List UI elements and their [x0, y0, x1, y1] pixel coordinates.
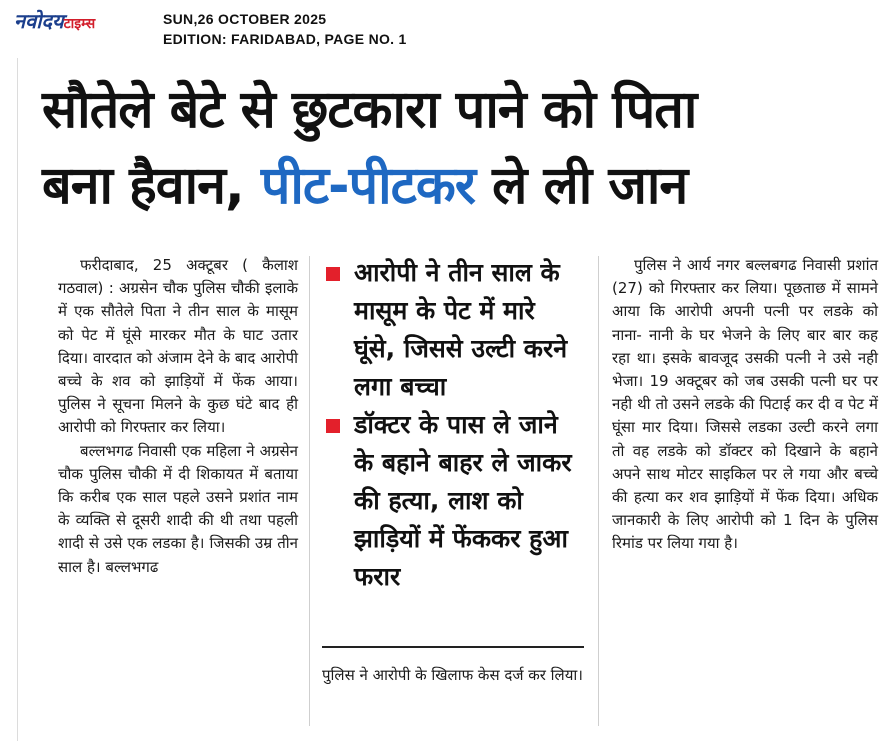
red-square-bullet-icon [326, 419, 340, 433]
highlights-box [322, 254, 584, 596]
logo-text-times: टाइम्स [63, 16, 96, 32]
clipping-edge-line [17, 58, 18, 741]
logo-text-navoday: नवोदय [14, 9, 64, 33]
article-paragraph: फरीदाबाद, 25 अक्टूबर ( कैलाश गठवाल) : अग्रसेन चौक पुलिस चौकी इलाके में एक सौतेले पिता ने तीन साल के मासूम को पेट में घूंसे मारकर मौत के घाट उतार दिया। वारदात को अंजाम देने के बाद आरोपी बच्चे के शव को झाड़ियों में फेंक आया। पुलिस ने सूचना मिलने के कुछ घंटे बाद ही आरोपी को गिरफ्तार कर लिया। [58, 256, 298, 437]
article-paragraph: पुलिस ने आर्य नगर बल्लबगढ निवासी प्रशांत (27) को गिरफ्तार कर लिया। पूछताछ में सामने आया कि आरोपी अपनी पत्नी पर लडके को नाना- नानी के घर भेजने के लिए बार बार कह रहा था। इसके बावजूद उसकी पत्नी ने उसे नही भेजा। 19 अक्टूबर को जब उसकी पत्नी घर पर नही थी तो उसने लडके की पिटाई कर दी व पेट में घूंसा मार दिया। जिससे लडका उल्टी करने लगा तो वह लडके को डॉक्टर को दिखाने के बहाने अपने साथ मोटर साइकिल पर ले गया और बच्चे की हत्या कर शव झाड़ियों में फेंक दिया। अधिक जानकारी के लिए आरोपी को 1 दिन के पुलिस रिमांड पर लिया गया है। [612, 256, 878, 553]
highlight-text: डॉक्टर के पास ले जाने के बहाने बाहर ले जाकर की हत्या, लाश को झाड़ियों में फेंककर हुआ फरार [354, 410, 572, 591]
column-divider [309, 256, 310, 726]
article-paragraph: पुलिस ने आरोपी के खिलाफ केस दर्ज कर लिया। [322, 666, 583, 684]
highlight-text: आरोपी ने तीन साल के मासूम के पेट में मारे घूंसे, जिससे उल्टी करने लगा बच्चा [354, 258, 568, 401]
headline-line-2 [42, 148, 882, 224]
newspaper-logo[interactable] [14, 9, 95, 36]
headline-line-2-prefix: बना हैवान, [42, 156, 261, 216]
highlights-separator [322, 646, 584, 648]
highlight-item [322, 254, 584, 406]
column-divider [598, 256, 599, 726]
headline-line-1: सौतेले बेटे से छुटकारा पाने को पिता [42, 80, 697, 140]
red-square-bullet-icon [326, 267, 340, 281]
article-column-3 [612, 254, 878, 556]
headline-highlight: पीट-पीटकर [260, 156, 476, 216]
publication-date: SUN,26 OCTOBER 2025 [163, 11, 327, 27]
article-column-1 [58, 254, 298, 579]
highlight-item [322, 406, 584, 596]
headline-line-2-suffix: ले ली जान [475, 156, 688, 216]
edition-info: EDITION: FARIDABAD, PAGE NO. 1 [163, 31, 407, 47]
edition-meta [163, 9, 407, 49]
article-column-2 [322, 664, 584, 687]
headline [42, 72, 882, 224]
newspaper-clipping [0, 58, 892, 741]
article-paragraph: बल्लभगढ निवासी एक महिला ने अग्रसेन चौक पुलिस चौकी में दी शिकायत में बताया कि करीब एक साल पहले उसने प्रशांत नाम के व्यक्ति से दूसरी शादी की थी तथा पहली शादी से उसे एक लडका है। जिसकी उम्र तीन साल है। बल्लभगढ [58, 441, 298, 576]
newspaper-header-bar [0, 0, 892, 59]
